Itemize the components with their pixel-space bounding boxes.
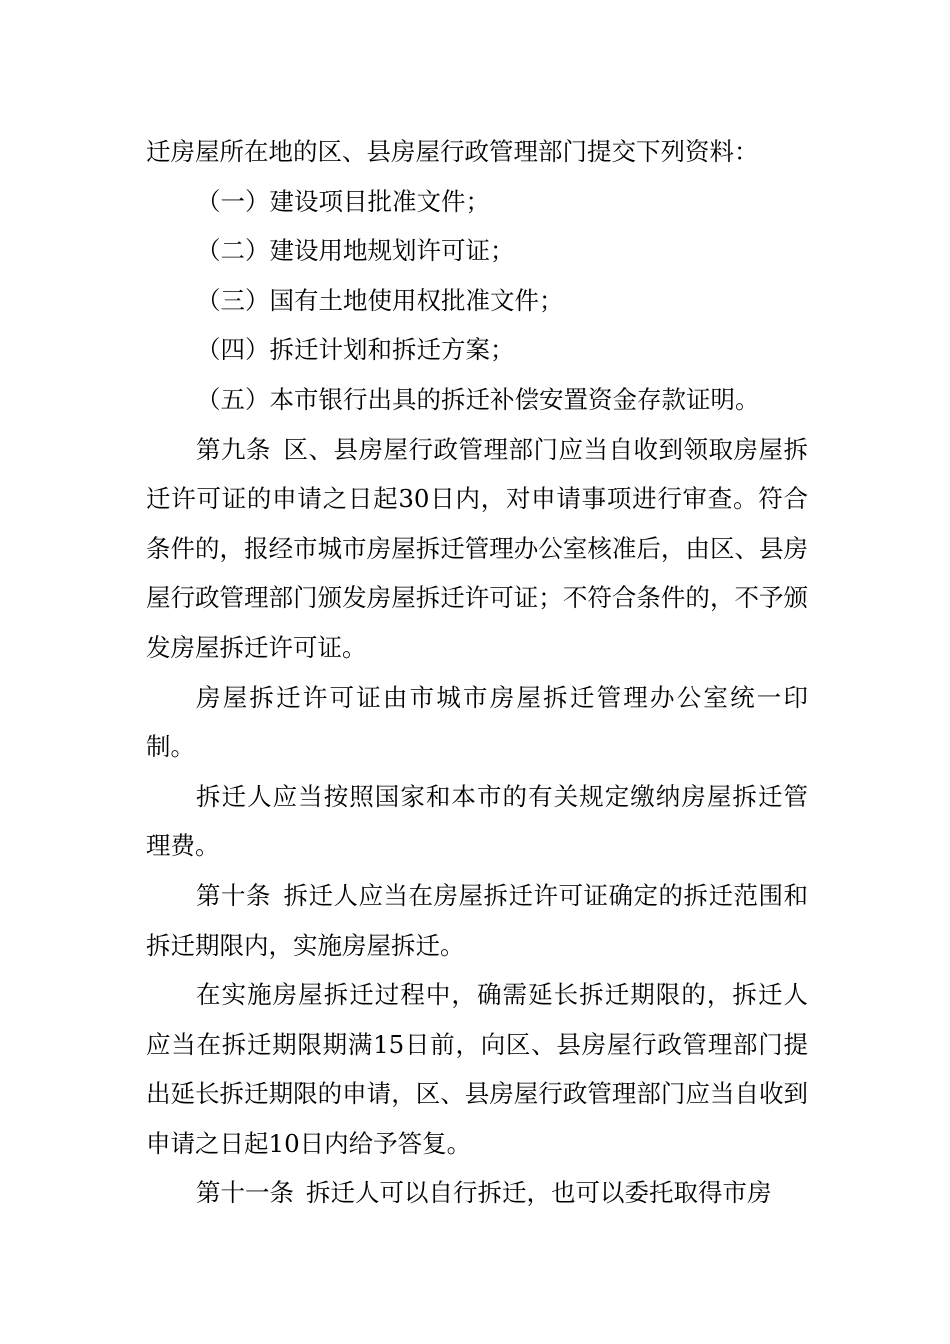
article-heading: 第十一条	[196, 1178, 294, 1208]
article-text: 拆迁人应当在房屋拆迁许可证确定的拆迁范围和拆迁期限内，实施房屋拆迁。	[146, 880, 808, 960]
paragraph-management-fee: 拆迁人应当按照国家和本市的有关规定缴纳房屋拆迁管理费。	[146, 781, 808, 861]
list-item-3: （三）国有土地使用权批准文件；	[196, 285, 564, 315]
article-9	[146, 425, 808, 673]
article-heading: 第十条	[196, 880, 271, 910]
list-item-1: （一）建设项目批准文件；	[196, 186, 490, 216]
document-body	[146, 127, 808, 1218]
article-heading: 第九条	[196, 434, 271, 464]
article-10	[146, 871, 808, 970]
article-11	[146, 1168, 808, 1218]
article-text: 区、县房屋行政管理部门应当自收到领取房屋拆迁许可证的申请之日起30日内，对申请事项进行审查。符合条件的，报经市城市房屋拆迁管理办公室核准后，由区、县房屋行政管理部门颁发房屋拆迁许可证；不符合条件的，不予颁发房屋拆迁许可证。	[146, 434, 808, 662]
article-text: 拆迁人可以自行拆迁，也可以委托取得市房	[306, 1178, 772, 1208]
list-item-4: （四）拆迁计划和拆迁方案；	[196, 335, 515, 365]
list-item-5: （五）本市银行出具的拆迁补偿安置资金存款证明。	[196, 384, 760, 414]
paragraph-permit-printing: 房屋拆迁许可证由市城市房屋拆迁管理办公室统一印制。	[146, 682, 808, 762]
paragraph-continuation: 迁房屋所在地的区、县房屋行政管理部门提交下列资料：	[146, 137, 759, 166]
paragraph-extension: 在实施房屋拆迁过程中，确需延长拆迁期限的，拆迁人应当在拆迁期限期满15日前，向区、县房屋行政管理部门提出延长拆迁期限的申请，区、县房屋行政管理部门应当自收到申请之日起10日内给予答复。	[146, 980, 808, 1158]
list-item-2: （二）建设用地规划许可证；	[196, 236, 515, 266]
